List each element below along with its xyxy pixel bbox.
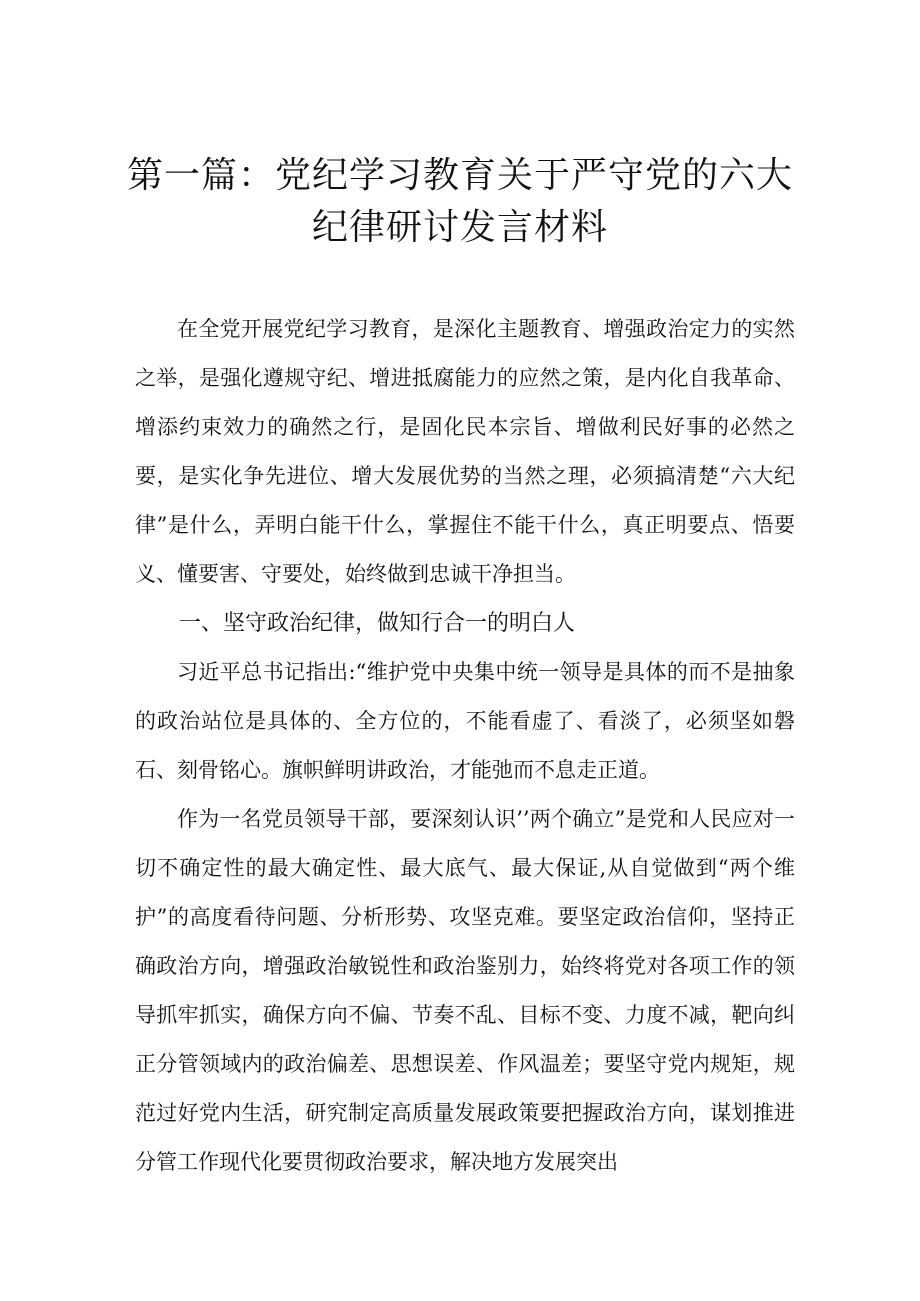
document-body bbox=[135, 305, 795, 1187]
title-line-1: 第一篇：党纪学习教育关于严守党的六大 bbox=[126, 155, 793, 196]
intro-paragraph: 在全党开展党纪学习教育，是深化主题教育、增强政治定力的实然之举，是强化遵规守纪、增进抵腐能力的应然之策，是内化自我革命、增添约束效力的确然之行，是固化民本宗旨、增做利民好事的必然之要，是实化争先进位、增大发展优势的当然之理，必须搞清楚“六大纪律”是什么，弄明白能干什么，掌握住不能干什么，真正明要点、悟要义、懂要害、守要处，始终做到忠诚干净担当。 bbox=[135, 317, 795, 586]
section-paragraph-2: 作为一名党员领导干部，要深刻认识’’两个确立”是党和人民应对一切不确定性的最大确定性、最大底气、最大保证,从自觉做到“两个维护”的高度看待问题、分析形势、攻坚克难。要坚定政治信仰，坚持正确政治方向，增强政治敏锐性和政治鉴别力，始终将党对各项工作的领导抓牢抓实，确保方向不偏、节奏不乱、目标不变、力度不减，靶向纠正分管领域内的政治偏差、思想误差、作风温差；要坚守党内规矩，规范过好党内生活，研究制定高质量发展政策要把握政治方向，谋划推进分管工作现代化要贯彻政治要求，解决地方发展突出 bbox=[135, 807, 795, 1174]
section-heading: 一、坚守政治纪律，做知行合一的明白人 bbox=[179, 611, 576, 636]
section-paragraph-1: 习近平总书记指出:“维护党中央集中统一领导是具体的而不是抽象的政治站位是具体的、全方位的，不能看虚了、看淡了，必须坚如磐石、刻骨铭心。旗帜鲜明讲政治，才能弛而不息走正道。 bbox=[135, 660, 795, 782]
title-line-2: 纪律研讨发言材料 bbox=[311, 207, 608, 248]
document-title bbox=[0, 150, 920, 254]
